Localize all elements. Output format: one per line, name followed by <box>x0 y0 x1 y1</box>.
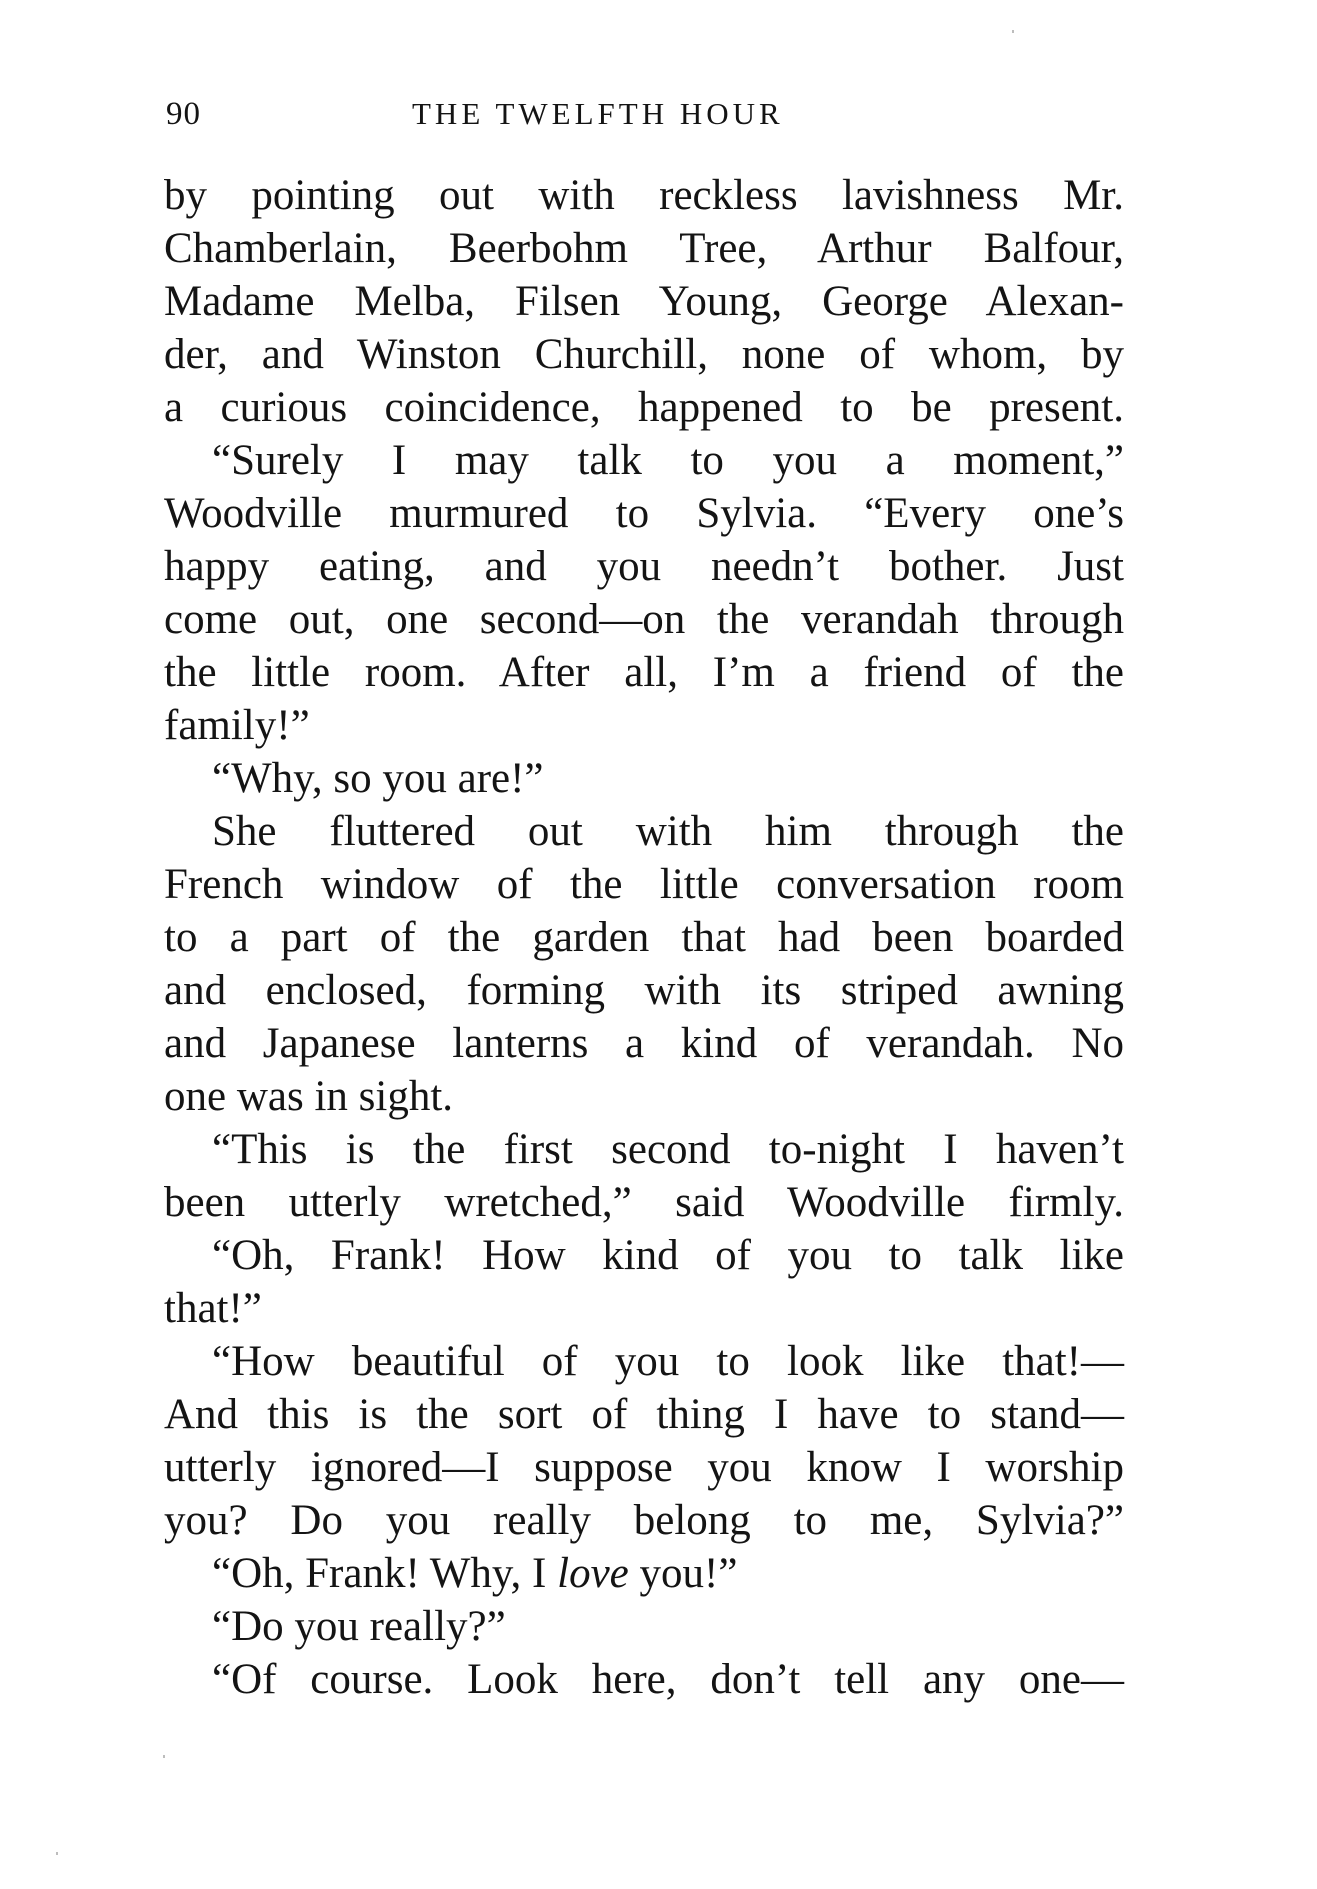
text-line: happy eating, and you needn’t bother. Just <box>164 543 1124 590</box>
text-line: der, and Winston Churchill, none of whom, by <box>164 331 1124 378</box>
text-line: family!” <box>164 702 310 749</box>
text-line: by pointing out with reckless lavishness Mr. <box>164 172 1124 219</box>
scan-speck <box>1012 30 1014 33</box>
text-line: “Surely I may talk to you a moment,” <box>212 437 1124 484</box>
text-line: “How beautiful of you to look like that!— <box>212 1338 1124 1385</box>
text-line: and enclosed, forming with its striped awning <box>164 967 1124 1014</box>
text-line: and Japanese lanterns a kind of verandah. No <box>164 1020 1124 1067</box>
running-head: THE TWELFTH HOUR <box>412 96 784 131</box>
text-segment: “Oh, Frank! Why, I <box>212 1550 558 1597</box>
page-header <box>166 96 1122 146</box>
text-line: come out, one second—on the verandah through <box>164 596 1124 643</box>
text-line: “Oh, Frank! How kind of you to talk like <box>212 1232 1124 1279</box>
text-segment: you!” <box>628 1550 738 1597</box>
text-line: utterly ignored—I suppose you know I worship <box>164 1444 1124 1491</box>
italic-word: love <box>557 1550 629 1597</box>
text-line: French window of the little conversation room <box>164 861 1124 908</box>
text-line: “Why, so you are!” <box>212 755 544 802</box>
text-line: that!” <box>164 1285 262 1332</box>
page-number: 90 <box>166 96 201 132</box>
text-line: to a part of the garden that had been boarded <box>164 914 1124 961</box>
text-line: “Do you really?” <box>212 1603 506 1650</box>
text-line: Woodville murmured to Sylvia. “Every one’s <box>164 490 1124 537</box>
text-line: Chamberlain, Beerbohm Tree, Arthur Balfour, <box>164 225 1124 272</box>
scan-speck <box>163 1755 165 1758</box>
text-line: the little room. After all, I’m a friend of the <box>164 649 1124 696</box>
text-line: “This is the first second to-night I haven’t <box>212 1126 1124 1173</box>
text-line: been utterly wretched,” said Woodville firmly. <box>164 1179 1124 1226</box>
text-line: Madame Melba, Filsen Young, George Alexan- <box>164 278 1124 325</box>
text-line-love <box>164 1547 1124 1600</box>
text-line: She fluttered out with him through the <box>212 808 1124 855</box>
text-line: a curious coincidence, happened to be present. <box>164 384 1124 431</box>
text-line: “Of course. Look here, don’t tell any one— <box>212 1656 1124 1703</box>
text-line: And this is the sort of thing I have to stand— <box>164 1391 1124 1438</box>
body-text <box>164 169 1124 1706</box>
scan-speck <box>56 1852 58 1855</box>
text-line: you? Do you really belong to me, Sylvia?” <box>164 1497 1124 1544</box>
text-line: one was in sight. <box>164 1073 454 1120</box>
